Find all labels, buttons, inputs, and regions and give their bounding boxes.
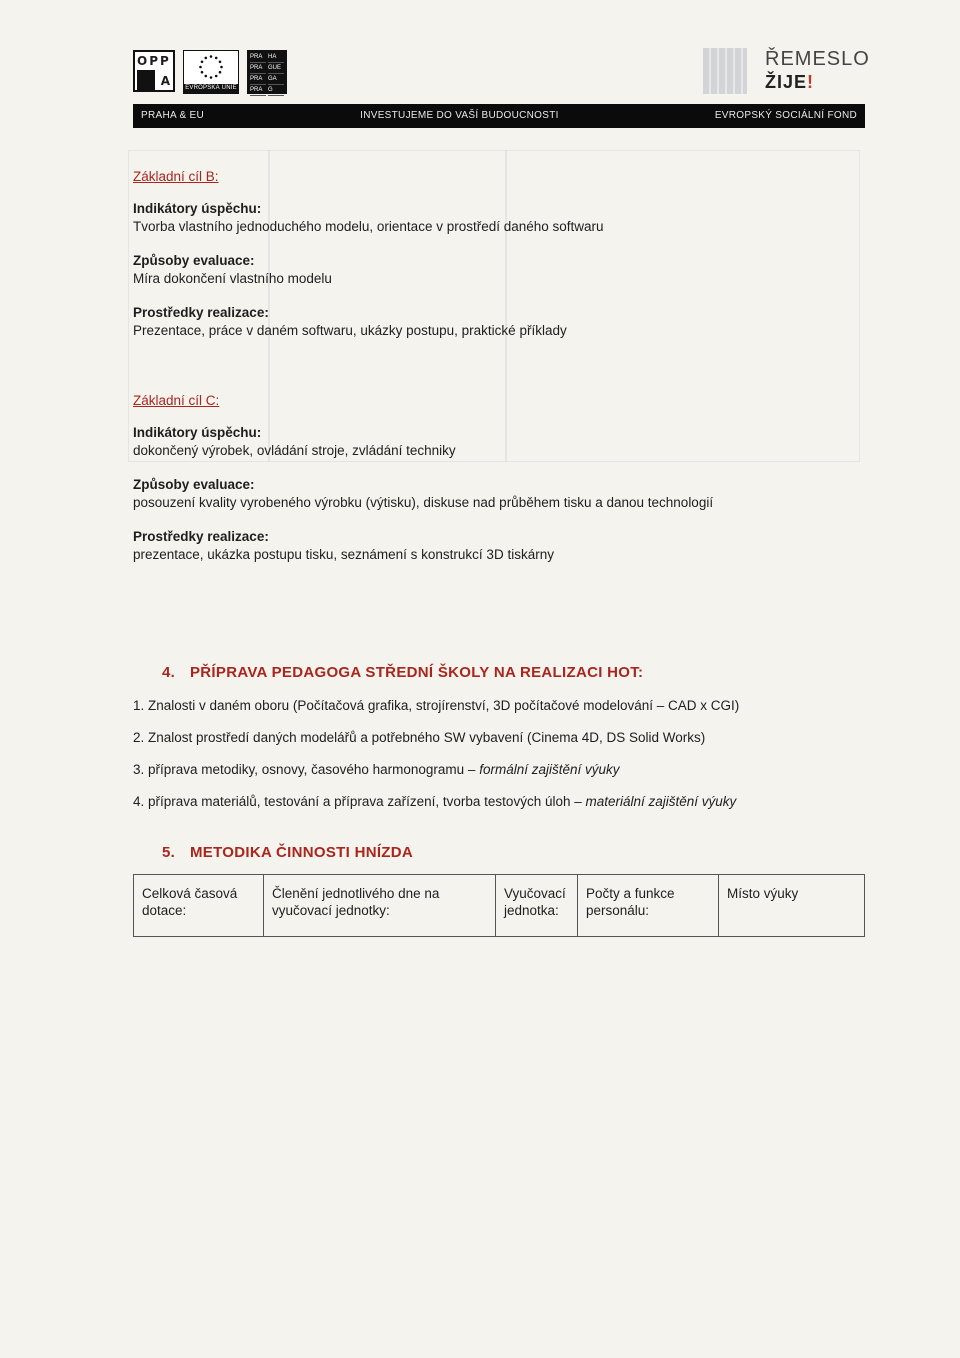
eu-logo-caption: EVROPSKÁ UNIE <box>185 85 237 91</box>
list-item-text: 2. Znalost prostředí daných modelářů a potřebného SW vybavení (Cinema 4D, DS Solid Works) <box>133 730 706 745</box>
list-item-italic: formální zajištění výuky <box>479 762 620 777</box>
list-item <box>133 698 873 730</box>
goal-b-evaluation-text: Míra dokončení vlastního modelu <box>133 271 332 286</box>
goal-b-means-label: Prostředky realizace: <box>133 305 269 320</box>
eu-stars-icon <box>198 54 224 80</box>
goal-c-evaluation-label: Způsoby evaluace: <box>133 477 255 492</box>
praha-logo-cell: PRA <box>250 63 266 74</box>
praha-logo <box>247 50 287 94</box>
brand-top-text: ŘEMESLO <box>765 48 870 70</box>
goal-c-indicators-text: dokončený výrobek, ovládání stroje, zvládání techniky <box>133 443 456 458</box>
table-header-cell: Místo výuky <box>719 875 865 937</box>
praha-logo-cell: GA <box>268 74 284 85</box>
goal-c-indicators-label: Indikátory úspěchu: <box>133 425 262 440</box>
goals-content <box>133 168 873 580</box>
brand-exclamation: ! <box>807 72 815 92</box>
list-item-italic: materiální zajištění výuky <box>585 794 737 809</box>
eu-flag-logo <box>183 50 239 94</box>
table-header-cell: Celková časová dotace: <box>134 875 264 937</box>
praha-logo-cell: G <box>268 85 284 96</box>
goal-c-title: Základní cíl C: <box>133 393 220 408</box>
list-item <box>133 730 873 762</box>
goal-b-indicators-text: Tvorba vlastního jednoduchého modelu, orientace v prostředí daného softwaru <box>133 219 604 234</box>
praha-logo-cell: GUE <box>268 63 284 74</box>
opp-logo-letter: A <box>160 74 170 88</box>
header-bar <box>133 104 865 128</box>
remeslo-zije-logo <box>703 48 870 96</box>
section-5-title: METODIKA ČINNOSTI HNÍZDA <box>190 844 414 861</box>
brand-bottom-text: ŽIJE <box>765 72 808 92</box>
opp-logo-bar <box>137 70 155 90</box>
section-4-number: 4. <box>162 664 176 681</box>
list-item <box>133 794 873 826</box>
header-bar-center: INVESTUJEME DO VAŠÍ BUDOUCNOSTI <box>360 110 559 121</box>
opp-logo <box>133 50 175 92</box>
header-logos <box>133 50 287 96</box>
praha-logo-cell: PRA <box>250 52 266 63</box>
praha-logo-cell: PRA <box>250 74 266 85</box>
list-item <box>133 762 873 794</box>
praha-logo-cell: HA <box>268 52 284 63</box>
remeslo-logo-graphic <box>703 48 747 94</box>
goal-b-evaluation-label: Způsoby evaluace: <box>133 253 255 268</box>
methodology-table <box>133 874 865 937</box>
goal-c-means-text: prezentace, ukázka postupu tisku, seznámení s konstrukcí 3D tiskárny <box>133 547 554 562</box>
goal-c-evaluation-text: posouzení kvality vyrobeného výrobku (výtisku), diskuse nad průběhem tisku a danou technologií <box>133 495 714 510</box>
table-header-cell: Počty a funkce personálu: <box>578 875 719 937</box>
preparation-list <box>133 698 873 826</box>
section-4-title: PŘÍPRAVA PEDAGOGA STŘEDNÍ ŠKOLY NA REALIZACI HOT: <box>190 664 644 681</box>
opp-logo-text: OPP <box>137 54 171 68</box>
list-item-text: 4. příprava materiálů, testování a příprava zařízení, tvorba testových úloh – <box>133 794 586 809</box>
spacer <box>133 356 873 392</box>
header-bar-right: EVROPSKÝ SOCIÁLNÍ FOND <box>714 110 857 121</box>
header-bar-left: PRAHA & EU <box>141 110 205 121</box>
section-4-heading <box>162 664 643 681</box>
list-item-text: 3. příprava metodiky, osnovy, časového harmonogramu – <box>133 762 480 777</box>
goal-c-means-label: Prostředky realizace: <box>133 529 269 544</box>
brand-bottom <box>765 72 814 93</box>
list-item-text: 1. Znalosti v daném oboru (Počítačová grafika, strojírenství, 3D počítačové modelování – CAD x CGI) <box>133 698 740 713</box>
table-header-cell: Členění jednotlivého dne na vyučovací jednotky: <box>264 875 496 937</box>
table-header-cell: Vyučovací jednotka: <box>496 875 578 937</box>
goal-b-means-text: Prezentace, práce v daném softwaru, ukázky postupu, praktické příklady <box>133 323 567 338</box>
table-header-row <box>134 875 865 937</box>
praha-logo-cell: PRA <box>250 85 266 96</box>
section-5-heading <box>162 844 413 861</box>
section-5-number: 5. <box>162 844 176 861</box>
goal-b-title: Základní cíl B: <box>133 169 219 184</box>
goal-b-indicators-label: Indikátory úspěchu: <box>133 201 262 216</box>
